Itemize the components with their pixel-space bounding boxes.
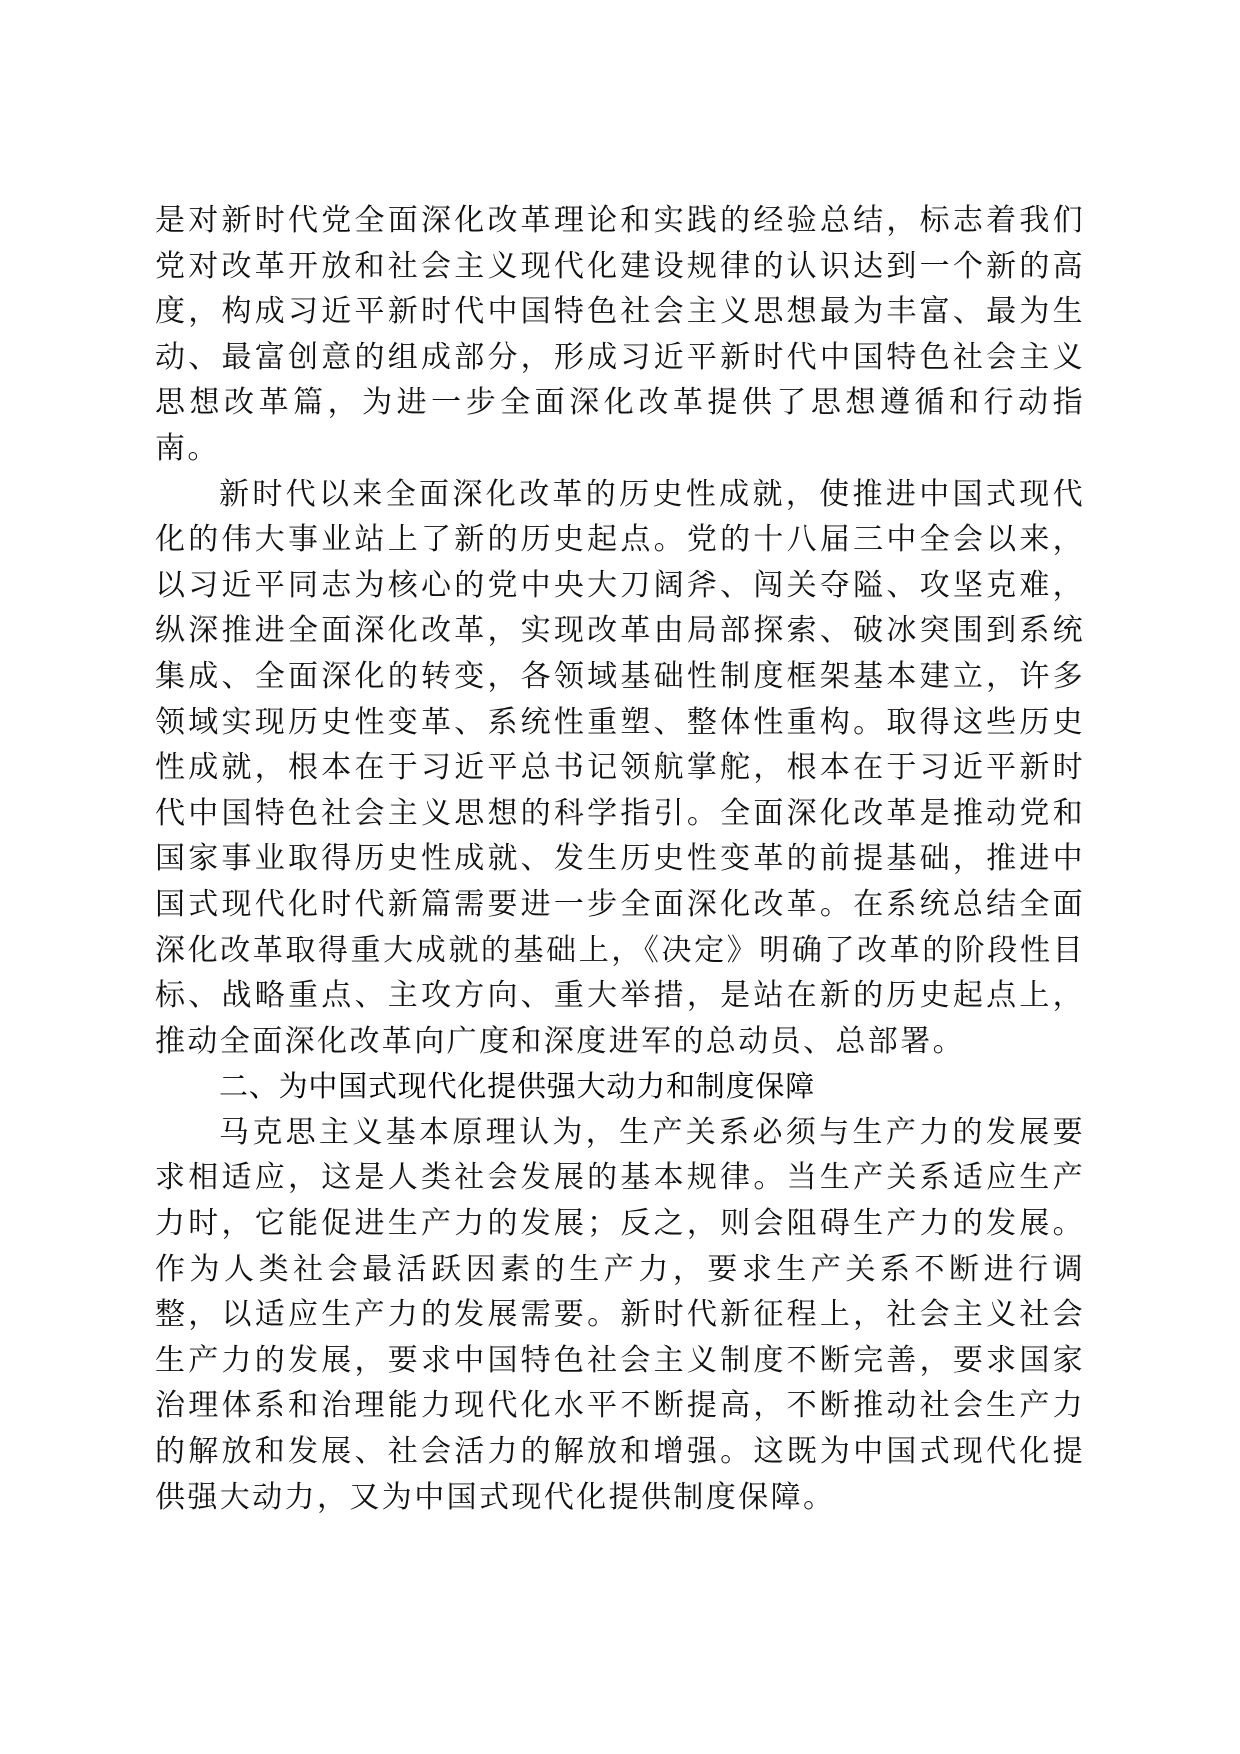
paragraph-achievements: 新时代以来全面深化改革的历史性成就，使推进中国式现代化的伟大事业站上了新的历史起点。党的十八届三中全会以来，以习近平同志为核心的党中央大刀阔斧、闯关夺隘、攻坚克难，纵深推进全面深化改革，实现改革由局部探索、破冰突围到系统集成、全面深化的转变，各领域基础性制度框架基本建立，许多领域实现历史性变革、系统性重塑、整体性重构。取得这些历史性成就，根本在于习近平总书记领航掌舵，根本在于习近平新时代中国特色社会主义思想的科学指引。全面深化改革是推动党和国家事业取得历史性成就、发生历史性变革的前提基础，推进中国式现代化时代新篇需要进一步全面深化改革。在系统总结全面深化改革取得重大成就的基础上，《决定》明确了改革的阶段性目标、战略重点、主攻方向、重大举措，是站在新的历史起点上，推动全面深化改革向广度和深度进军的总动员、总部署。 [155,476,1085,1059]
document-body [155,198,1085,1520]
paragraph-continuation: 是对新时代党全面深化改革理论和实践的经验总结，标志着我们党对改革开放和社会主义现代化建设规律的认识达到一个新的高度，构成习近平新时代中国特色社会主义思想最为丰富、最为生动、最富创意的组成部分，形成习近平新时代中国特色社会主义思想改革篇，为进一步全面深化改革提供了思想遵循和行动指南。 [155,203,1085,466]
paragraph-productive-forces: 马克思主义基本原理认为，生产关系必须与生产力的发展要求相适应，这是人类社会发展的基本规律。当生产关系适应生产力时，它能促进生产力的发展；反之，则会阻碍生产力的发展。作为人类社会最活跃因素的生产力，要求生产关系不断进行调整，以适应生产力的发展需要。新时代新征程上，社会主义社会生产力的发展，要求中国特色社会主义制度不断完善，要求国家治理体系和治理能力现代化水平不断提高，不断推动社会生产力的解放和发展、社会活力的解放和增强。这既为中国式现代化提供强大动力，又为中国式现代化提供制度保障。 [155,1114,1085,1515]
section-heading: 二、为中国式现代化提供强大动力和制度保障 [219,1069,816,1104]
